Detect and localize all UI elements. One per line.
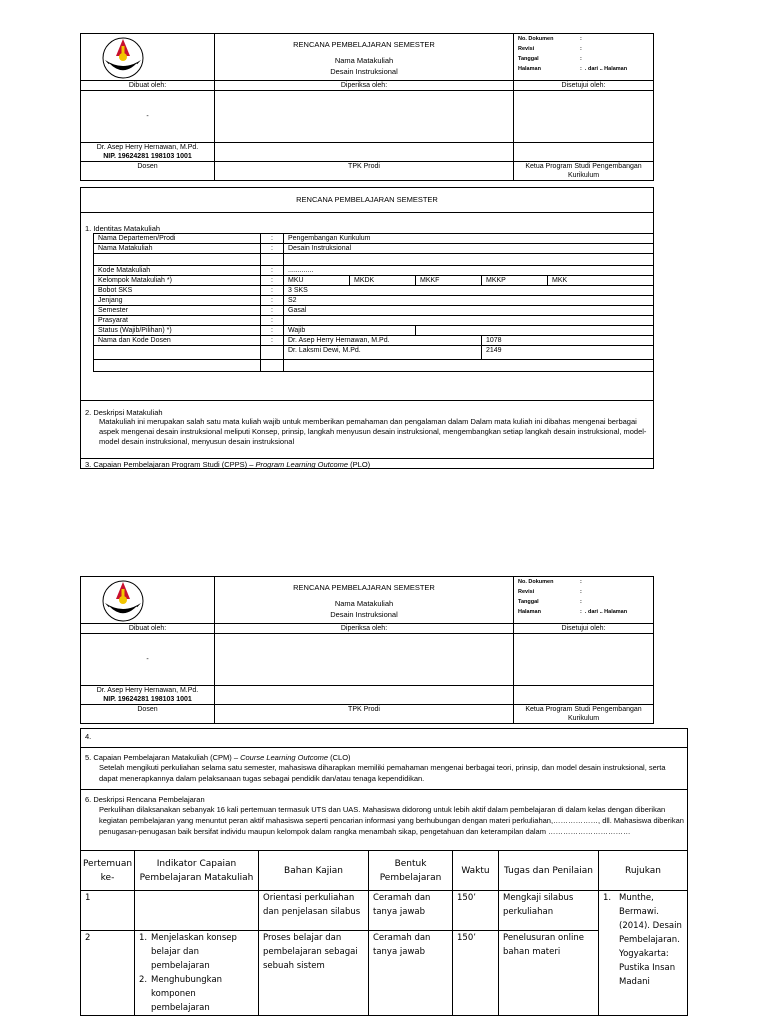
course-name: Desain Instruksional xyxy=(330,67,398,76)
divider xyxy=(81,747,687,748)
row-value: Gasal xyxy=(284,306,654,316)
row-label: Status (Wajib/Pilihan) *) xyxy=(94,326,261,336)
cell-tugas: Mengkaji silabus perkuliahan xyxy=(499,891,599,931)
indikator-item: Menjelaskan konsep belajar dan pembelajaran xyxy=(151,933,237,971)
dosen-name: Dr. Asep Herry Hernawan, M.Pd. xyxy=(284,336,482,346)
doc-info-key: Halaman xyxy=(518,66,541,72)
row-sep: : xyxy=(261,316,284,326)
dosen-code: 1078 xyxy=(482,336,654,346)
sec5-italic: Course Learning Outcome xyxy=(240,753,329,762)
course-label: Nama Matakuliah xyxy=(334,599,394,608)
doc-info-key: No. Dokumen xyxy=(518,579,554,585)
divider xyxy=(81,400,653,401)
doc-info-key: Tanggal xyxy=(518,56,539,62)
doc-info-sep: : xyxy=(580,46,582,52)
row-label: Bobot SKS xyxy=(94,286,261,296)
role-tpk: TPK Prodi xyxy=(215,162,514,181)
signature-line-2 xyxy=(215,143,514,162)
row-label: Prasyarat xyxy=(94,316,261,326)
signature-box-3 xyxy=(514,91,654,143)
table-row xyxy=(81,891,688,931)
dibuat-oleh: Dibuat oleh: xyxy=(81,81,215,91)
doc-info-val: . dari .. Halaman xyxy=(584,609,628,615)
dibuat-oleh: Dibuat oleh: xyxy=(81,624,215,634)
row-value: Desain Instruksional xyxy=(284,244,654,254)
title-cell xyxy=(215,577,514,624)
row-sep: : xyxy=(261,306,284,316)
kelompok-item: MKKP xyxy=(482,276,548,286)
doc-info-sep: : xyxy=(580,589,582,595)
cell-bentuk: Ceramah dan tanya jawab xyxy=(369,891,453,931)
row-sep: : xyxy=(261,326,284,336)
row-sep: : xyxy=(261,244,284,254)
signature-box-2 xyxy=(215,634,514,686)
course-label: Nama Matakuliah xyxy=(334,56,394,65)
row-label: Kelompok Matakuliah *) xyxy=(94,276,261,286)
diperiksa-oleh: Diperiksa oleh: xyxy=(215,81,514,91)
section-3-heading xyxy=(85,460,370,469)
section-4-heading: 4. xyxy=(85,732,92,741)
col-waktu: Waktu xyxy=(453,851,499,891)
row-value: S2 xyxy=(284,296,654,306)
author-name: Dr. Asep Herry Hernawan, M.Pd. xyxy=(81,143,215,153)
cell-indikator xyxy=(135,931,259,1016)
cell-bentuk: Ceramah dan tanya jawab xyxy=(369,931,453,1016)
plan-description: Perkulihan dilaksanakan sebanyak 16 kali pertemuan termasuk UTS dan UAS. Mahasiswa didorong untuk lebih aktif dalam pembelajaran di dalam kelas dengan diberikan kegiatan pembelajaran yang menuntut peran aktif mahasiswa seperti pencarian informasi yang berhubungan dengan materi perkuliahan,………………, dll. Mahasiswa diberikan penugasan-penugasan baik bersifat individu maupun kelompok dalam rangka menambah sikap, pengetahuan dan keterampilan dalam …………………………… xyxy=(99,805,684,836)
dosen-code: 2149 xyxy=(482,346,654,360)
sec3-italic: Program Learning Outcome xyxy=(255,460,349,469)
title-cell xyxy=(215,34,514,81)
col-rujukan: Rujukan xyxy=(599,851,688,891)
row-label: Jenjang xyxy=(94,296,261,306)
row-label: Nama Departemen/Prodi xyxy=(94,234,261,244)
divider xyxy=(81,212,653,213)
doc-title: RENCANA PEMBELAJARAN SEMESTER xyxy=(293,40,435,49)
divider xyxy=(81,789,687,790)
doc-info-val: . dari .. Halaman xyxy=(584,66,628,72)
rps-section-1 xyxy=(80,187,654,469)
row-value: Wajib xyxy=(284,326,416,336)
role-tpk: TPK Prodi xyxy=(215,705,514,724)
schedule-table xyxy=(80,850,688,1015)
doc-header-2 xyxy=(80,576,654,724)
row-sep: : xyxy=(261,276,284,286)
university-logo-icon xyxy=(101,579,145,623)
identity-table xyxy=(93,233,654,372)
list-number: 2. xyxy=(139,975,148,985)
row-sep: : xyxy=(261,296,284,306)
cell-no: 2 xyxy=(81,931,135,1016)
signature-line-3 xyxy=(514,143,654,162)
doc-info-key: Tanggal xyxy=(518,599,539,605)
doc-info-sep: : xyxy=(580,579,582,585)
clo-text: Setelah mengikuti perkuliahan selama satu semester, mahasiswa diharapkan memiliki pemahaman mengenai berbagai teori, prinsip, dan model desain instruksional, serta dapat menerapkannya dalam pelaksanaan tugas sebagai pendidik dan/atau tenaga kependidikan. xyxy=(99,763,666,783)
list-number: 1. xyxy=(139,933,148,943)
sec5-text: (CLO) xyxy=(328,753,351,762)
col-indikator: Indikator Capaian Pembelajaran Matakuliah xyxy=(135,851,259,891)
cell-waktu: 150’ xyxy=(453,891,499,931)
dosen-name: Dr. Laksmi Dewi, M.Pd. xyxy=(284,346,482,360)
signature-box-2 xyxy=(215,91,514,143)
row-value xyxy=(284,316,654,326)
rps-section-2 xyxy=(80,728,688,1016)
kelompok-item: MKK xyxy=(548,276,654,286)
row-label: Kode Matakuliah xyxy=(94,266,261,276)
row-sep: : xyxy=(261,266,284,276)
col-bahan: Bahan Kajian xyxy=(259,851,369,891)
rps-title: RENCANA PEMBELAJARAN SEMESTER xyxy=(296,195,438,204)
sec3-text: 3. Capaian Pembelajaran Program Studi (CPPS) – xyxy=(85,460,256,469)
kelompok-item: MKDK xyxy=(350,276,416,286)
row-value: Pengembangan Kurikulum xyxy=(284,234,654,244)
doc-title: RENCANA PEMBELAJARAN SEMESTER xyxy=(293,583,435,592)
doc-info-key: Halaman xyxy=(518,609,541,615)
cell-rujukan xyxy=(599,891,688,1016)
signature-dot: - xyxy=(81,634,215,686)
university-logo-icon xyxy=(101,36,145,80)
indikator-item: Menghubungkan komponen pembelajaran xyxy=(151,975,223,1013)
signature-line-2 xyxy=(215,686,514,705)
rujukan-no: 1. xyxy=(603,893,612,903)
section-5-heading xyxy=(85,753,351,762)
author-nip: NIP. 19624281 198103 1001 xyxy=(81,152,215,162)
kelompok-item: MKKF xyxy=(416,276,482,286)
row-value: 3 SKS xyxy=(284,286,654,296)
row-sep: : xyxy=(261,234,284,244)
col-bentuk: Bentuk Pembelajaran xyxy=(369,851,453,891)
logo-cell xyxy=(81,577,215,624)
table-row xyxy=(81,931,688,1016)
role-kaprodi: Ketua Program Studi Pengembangan Kurikulum xyxy=(514,162,654,181)
cell-waktu: 150’ xyxy=(453,931,499,1016)
row-sep: : xyxy=(261,286,284,296)
doc-info-sep: : xyxy=(580,56,582,62)
author-name: Dr. Asep Herry Hernawan, M.Pd. xyxy=(81,686,215,696)
cell-indikator xyxy=(135,891,259,931)
doc-info-key: Revisi xyxy=(518,589,535,595)
kelompok-item: MKU xyxy=(284,276,350,286)
doc-info-key: No. Dokumen xyxy=(518,36,554,42)
doc-info-key: Revisi xyxy=(518,46,535,52)
row-label: Nama dan Kode Dosen xyxy=(94,336,261,346)
cell-tugas: Penelusuran online bahan materi xyxy=(499,931,599,1016)
cell-bahan: Orientasi perkuliahan dan penjelasan silabus xyxy=(259,891,369,931)
role-kaprodi: Ketua Program Studi Pengembangan Kurikulum xyxy=(514,705,654,724)
col-pertemuan: Pertemuan ke- xyxy=(81,851,135,891)
section-2-heading: 2. Deskripsi Matakuliah xyxy=(85,408,163,417)
cell-no: 1 xyxy=(81,891,135,931)
diperiksa-oleh: Diperiksa oleh: xyxy=(215,624,514,634)
rujukan-text: Munthe, Bermawi.(2014). Desain Pembelajaran. Yogyakarta: Pustika Insan Madani xyxy=(619,893,682,987)
course-description: Matakuliah ini merupakan salah satu mata kuliah wajib untuk memberikan pemahaman dan pengalaman dalam Dalam mata kuliah ini dibahas mengenai berbagai aspek mengenai desain instruksional meliputi Konsep, prinsip, langkah menyusun desain instruksional, mengembangkan setiap langkah desain instruksional, model-model desain instruksional, menyusun desain instruksional xyxy=(99,417,647,446)
section-6-heading: 6. Deskripsi Rencana Pembelajaran xyxy=(85,795,205,804)
doc-info-sep: : xyxy=(580,609,582,615)
role-dosen: Dosen xyxy=(81,162,215,181)
section-1-heading: 1. Identitas Matakuliah xyxy=(85,224,161,233)
divider xyxy=(81,458,653,459)
signature-box-3 xyxy=(514,634,654,686)
signature-line-3 xyxy=(514,686,654,705)
row-value: ............. xyxy=(284,266,654,276)
signature-dot: - xyxy=(81,91,215,143)
logo-cell xyxy=(81,34,215,81)
doc-info xyxy=(514,577,654,624)
author-nip: NIP. 19624281 198103 1001 xyxy=(81,695,215,705)
disetujui-oleh: Disetujui oleh: xyxy=(514,624,654,634)
doc-info xyxy=(514,34,654,81)
row-label: Semester xyxy=(94,306,261,316)
role-dosen: Dosen xyxy=(81,705,215,724)
doc-info-sep: : xyxy=(580,599,582,605)
cell-bahan: Proses belajar dan pembelajaran sebagai sebuah sistem xyxy=(259,931,369,1016)
row-label: Nama Matakuliah xyxy=(94,244,261,254)
doc-info-sep: : xyxy=(580,36,582,42)
col-tugas: Tugas dan Penilaian xyxy=(499,851,599,891)
sec5-text: 5. Capaian Pembelajaran Matakuliah (CPM) – xyxy=(85,753,241,762)
sec3-text: (PLO) xyxy=(348,460,371,469)
doc-header-1 xyxy=(80,33,654,181)
row-sep: : xyxy=(261,336,284,346)
disetujui-oleh: Disetujui oleh: xyxy=(514,81,654,91)
course-name: Desain Instruksional xyxy=(330,610,398,619)
doc-info-sep: : xyxy=(580,66,582,72)
